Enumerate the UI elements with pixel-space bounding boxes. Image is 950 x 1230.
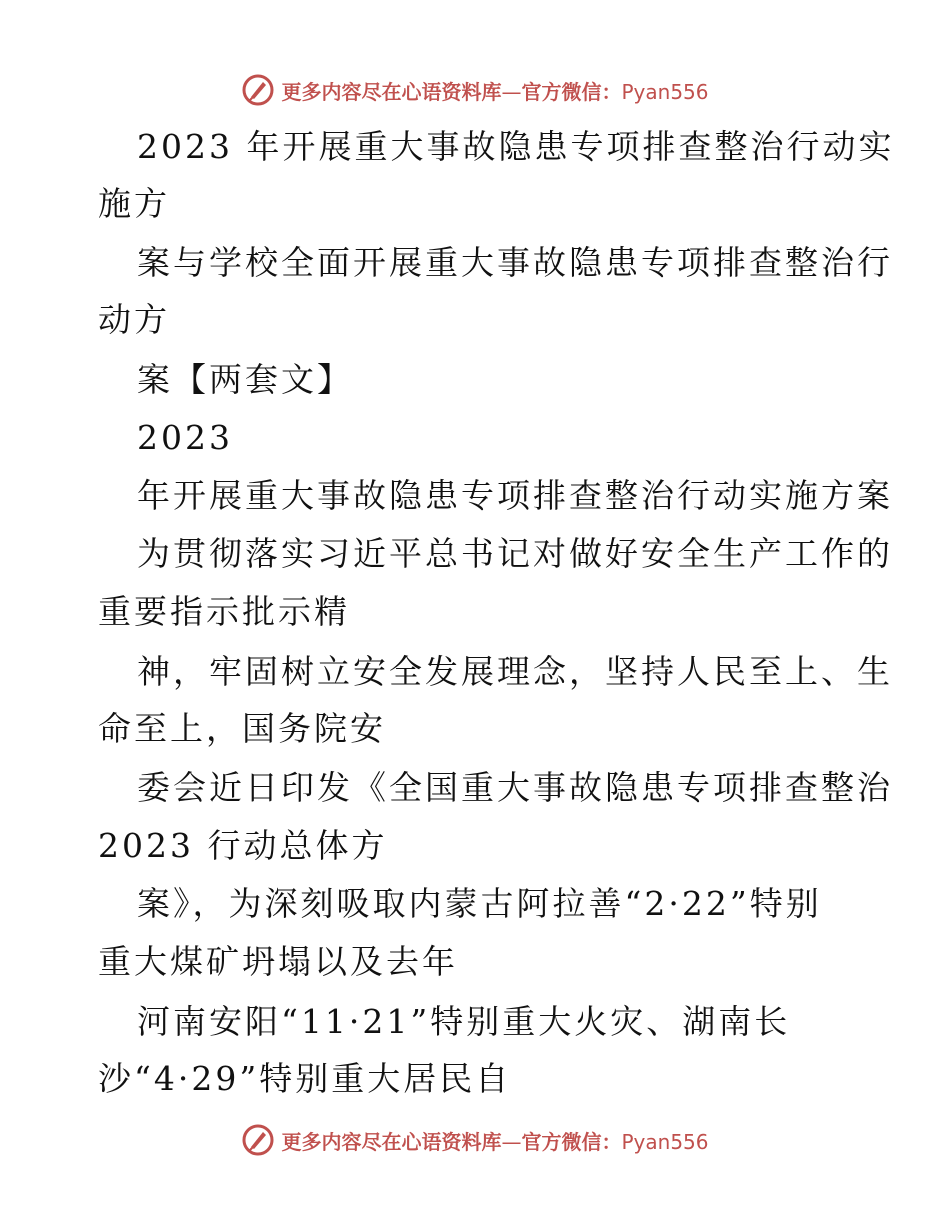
text-line: 委会近日印发《全国重大事故隐患专项排查整治 bbox=[137, 768, 893, 807]
text-line: 为贯彻落实习近平总书记对做好安全生产工作的 bbox=[137, 534, 893, 573]
banner-wechat-id: Pyan556 bbox=[621, 1129, 709, 1154]
footer-watermark-banner bbox=[0, 1120, 950, 1160]
text-line: 2023 bbox=[137, 418, 233, 457]
text-line: 2023 行动总体方 bbox=[98, 826, 388, 865]
text-line: 神，牢固树立安全发展理念，坚持人民至上、生 bbox=[137, 652, 893, 691]
header-watermark-banner bbox=[0, 70, 950, 110]
text-line: 施方 bbox=[98, 184, 170, 223]
text-line: 河南安阳“11·21”特别重大火灾、湖南长 bbox=[137, 1002, 791, 1041]
text-line: 沙“4·29”特别重大居民自 bbox=[98, 1059, 512, 1098]
text-line: 年开展重大事故隐患专项排查整治行动实施方案 bbox=[137, 476, 893, 515]
text-line: 动方 bbox=[98, 300, 170, 339]
quill-logo-icon bbox=[241, 1123, 275, 1157]
text-line: 重要指示批示精 bbox=[98, 592, 350, 631]
text-line: 2023 年开展重大事故隐患专项排查整治行动实 bbox=[137, 127, 895, 166]
banner-contact-text: 官方微信： bbox=[521, 79, 622, 104]
banner-wechat-id: Pyan556 bbox=[621, 79, 709, 104]
text-line: 案【两套文】 bbox=[137, 360, 353, 399]
banner-contact-text: 官方微信： bbox=[521, 1129, 622, 1154]
text-line: 案与学校全面开展重大事故隐患专项排查整治行 bbox=[137, 243, 893, 282]
banner-site-text: 更多内容尽在心语资料库 bbox=[281, 1129, 502, 1154]
quill-logo-icon bbox=[241, 73, 275, 107]
banner-separator: — bbox=[501, 1129, 522, 1154]
banner-site-text: 更多内容尽在心语资料库 bbox=[281, 79, 502, 104]
banner-text bbox=[281, 1126, 708, 1155]
banner-text bbox=[281, 76, 708, 105]
text-line: 案》，为深刻吸取内蒙古阿拉善“2·22”特别 bbox=[137, 884, 822, 923]
text-line: 重大煤矿坍塌以及去年 bbox=[98, 942, 458, 981]
text-line: 命至上，国务院安 bbox=[98, 709, 386, 748]
banner-separator: — bbox=[501, 79, 522, 104]
